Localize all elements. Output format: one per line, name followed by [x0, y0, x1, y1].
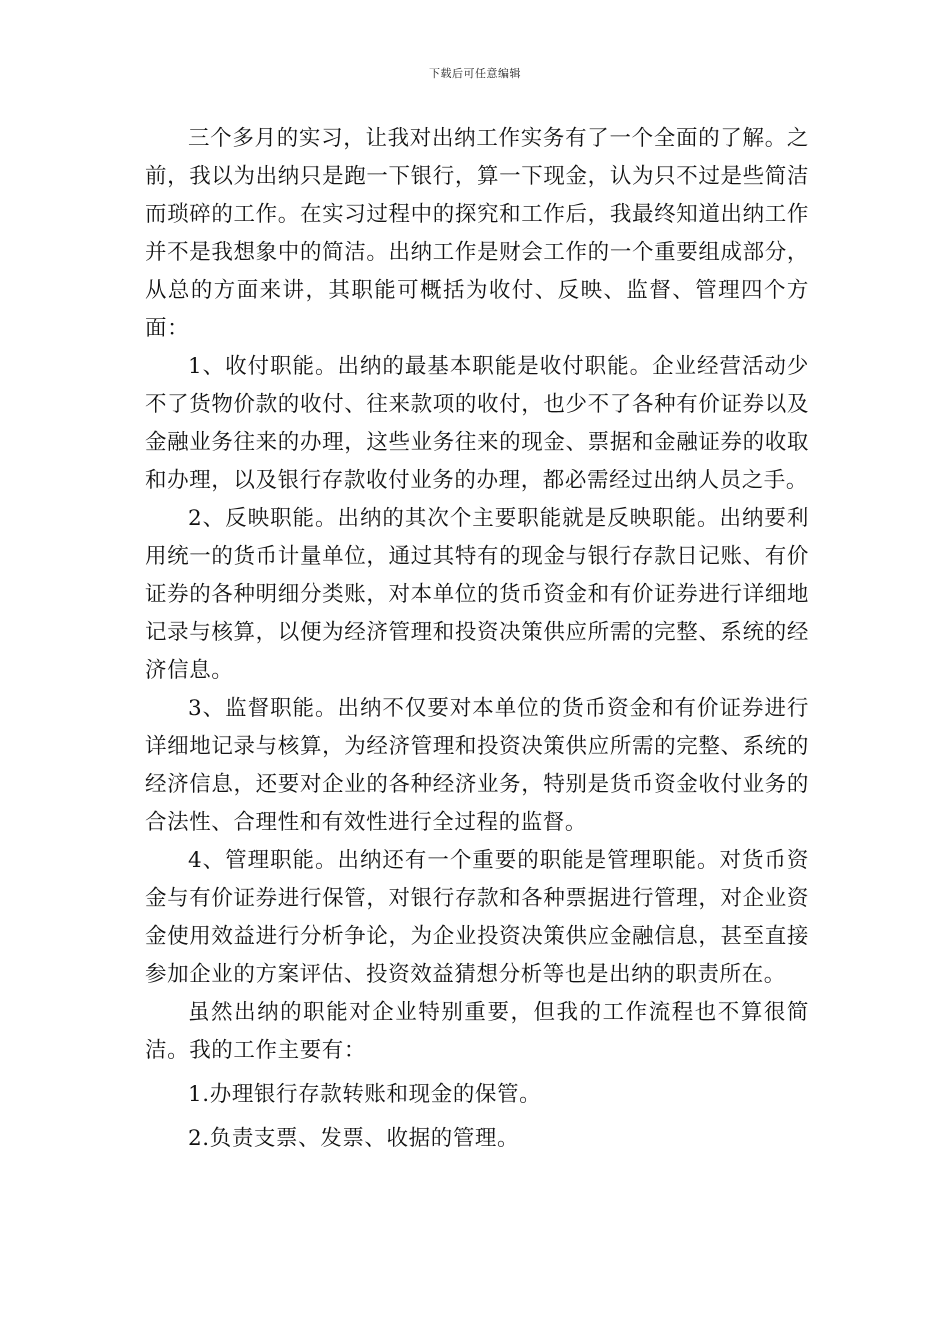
function-reflect-paragraph: 2、反映职能。出纳的其次个主要职能就是反映职能。出纳要利用统一的货币计量单位，通过其特有的现金与银行存款日记账、有价证券的各种明细分类账，对本单位的货币资金和有价证券进行详细地记录与核算，以便为经济管理和投资决策供应所需的完整、系统的经济信息。: [145, 506, 809, 683]
work-intro-paragraph: 虽然出纳的职能对企业特别重要，但我的工作流程也不算很简洁。我的工作主要有：: [145, 1000, 809, 1063]
intro-paragraph: 三个多月的实习，让我对出纳工作实务有了一个全面的了解。之前，我以为出纳只是跑一下银行，算一下现金，认为只不过是些简洁而琐碎的工作。在实习过程中的探究和工作后，我最终知道出纳工作并不是我想象中的简洁。出纳工作是财会工作的一个重要组成部分，从总的方面来讲，其职能可概括为收付、反映、监督、管理四个方面：: [145, 126, 809, 341]
page-header: 下载后可任意编辑: [429, 67, 521, 80]
function-manage-paragraph: 4、管理职能。出纳还有一个重要的职能是管理职能。对货币资金与有价证券进行保管，对银行存款和各种票据进行管理，对企业资金使用效益进行分析争论，为企业投资决策供应金融信息，甚至直接参加企业的方案评估、投资效益猜想分析等也是出纳的职责所在。: [145, 848, 809, 987]
work-list-item: 2.负责支票、发票、收据的管理。: [188, 1126, 520, 1151]
document-body: [145, 120, 809, 1158]
function-collect-pay-paragraph: 1、收付职能。出纳的最基本职能是收付职能。企业经营活动少不了货物价款的收付、往来款项的收付，也少不了各种有价证券以及金融业务往来的办理，这些业务往来的现金、票据和金融证券的收取和办理，以及银行存款收付业务的办理，都必需经过出纳人员之手。: [145, 354, 809, 493]
function-supervise-paragraph: 3、监督职能。出纳不仅要对本单位的货币资金和有价证券进行详细地记录与核算，为经济管理和投资决策供应所需的完整、系统的经济信息，还要对企业的各种经济业务，特别是货币资金收付业务的合法性、合理性和有效性进行全过程的监督。: [145, 696, 809, 835]
work-list-item: 1.办理银行存款转账和现金的保管。: [188, 1082, 542, 1107]
